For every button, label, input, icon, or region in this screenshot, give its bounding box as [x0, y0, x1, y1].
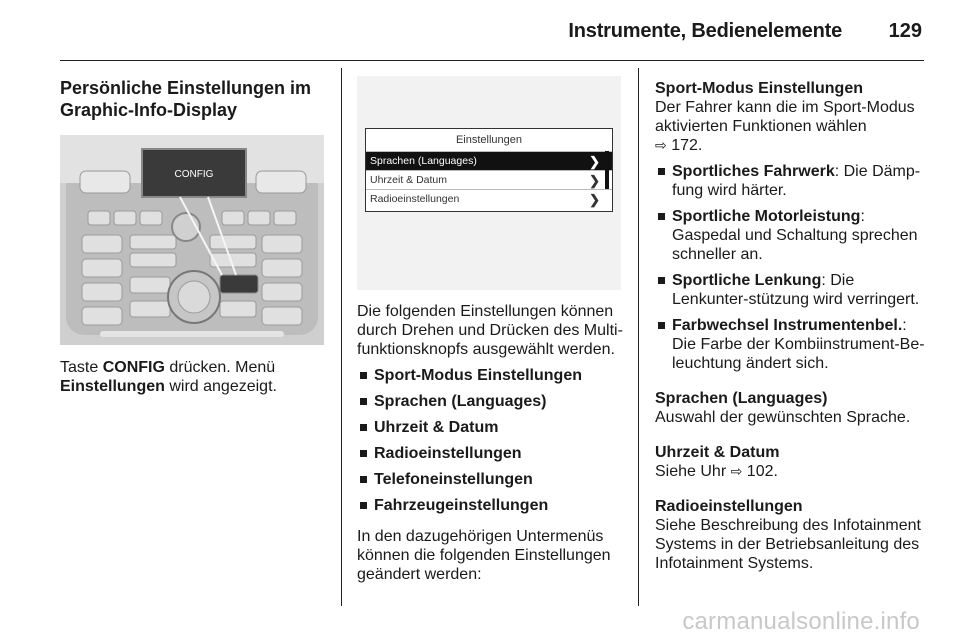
- time-title: Uhrzeit & Datum: [655, 444, 780, 461]
- reference-arrow-icon: ⇨: [655, 137, 667, 153]
- screen-row-time: Uhrzeit & Datum ❯: [366, 170, 612, 189]
- list-item: Telefoneinstellungen: [357, 470, 623, 489]
- watermark: carmanualsonline.info: [682, 608, 920, 635]
- column-3: [655, 60, 925, 608]
- list-item: Sportliche Lenkung: Die Lenkunter-stützung wird verringert.: [655, 271, 925, 309]
- language-title: Sprachen (Languages): [655, 390, 828, 407]
- page-title: Instrumente, Bedienelemente: [568, 20, 842, 42]
- reference-arrow-icon: ⇨: [730, 463, 743, 479]
- time-section: [655, 443, 925, 481]
- settings-screen: [365, 128, 613, 212]
- config-instruction: Taste CONFIG drücken. Menü Einstellungen wird angezeigt.: [60, 359, 277, 395]
- language-section: [655, 389, 925, 427]
- config-label: CONFIG: [174, 169, 214, 180]
- chevron-right-icon: ❯: [589, 173, 600, 188]
- sport-mode-text: Der Fahrer kann die im Sport-Modus aktivierten Funktionen wählen ⇨ 172.: [655, 99, 915, 154]
- list-item: Sprachen (Languages): [357, 392, 623, 411]
- sport-mode-title: Sport-Modus Einstellungen: [655, 80, 863, 97]
- chevron-right-icon: ❯: [589, 154, 600, 169]
- screen-row-languages: Sprachen (Languages) ❯: [366, 151, 612, 170]
- dashboard-photo: [60, 135, 324, 345]
- list-item: Farbwechsel Instrumentenbel.: Die Farbe der Kombiinstrument-Be-leuchtung ändert sich.: [655, 316, 925, 373]
- chevron-right-icon: ❯: [589, 192, 600, 207]
- time-text: Siehe Uhr ⇨ 102.: [655, 463, 778, 480]
- list-item: Uhrzeit & Datum: [357, 418, 623, 437]
- column-1: [60, 60, 330, 608]
- outro-text: In den dazugehörigen Untermenüs können die folgenden Einstellungen geändert werden:: [357, 528, 611, 583]
- screen-row-radio: Radioeinstellungen ❯: [366, 189, 612, 208]
- section-heading: Persönliche Einstellungen im Graphic-Info-Display: [60, 78, 312, 120]
- screen-title: Einstellungen: [455, 134, 523, 146]
- page-header: [0, 0, 960, 60]
- intro-text: Die folgenden Einstellungen können durch Drehen und Drücken des Multi-funktionsknopfs ausgewählt werden.: [357, 303, 623, 358]
- column-2: [357, 60, 623, 608]
- list-item: Sportliches Fahrwerk: Die Dämp-fung wird härter.: [655, 162, 925, 200]
- list-item: Radioeinstellungen: [357, 444, 623, 463]
- column-divider-1: [341, 68, 342, 606]
- list-item: Fahrzeugeinstellungen: [357, 496, 623, 515]
- list-item: Sport-Modus Einstellungen: [357, 366, 623, 385]
- display-illustration: [357, 76, 621, 290]
- list-item: Sportliche Motorleistung: Gaspedal und Schaltung sprechen schneller an.: [655, 207, 925, 264]
- sport-mode-section: [655, 79, 925, 373]
- screen-scrollbar: [605, 151, 609, 189]
- page-number: 129: [888, 20, 922, 42]
- radio-text: Siehe Beschreibung des Infotainment Systems in der Betriebsanleitung des Infotainment Systems.: [655, 517, 921, 572]
- column-divider-2: [638, 68, 639, 606]
- dashboard-illustration: [60, 135, 324, 345]
- radio-title: Radioeinstellungen: [655, 498, 803, 515]
- language-text: Auswahl der gewünschten Sprache.: [655, 409, 911, 426]
- radio-section: [655, 497, 925, 573]
